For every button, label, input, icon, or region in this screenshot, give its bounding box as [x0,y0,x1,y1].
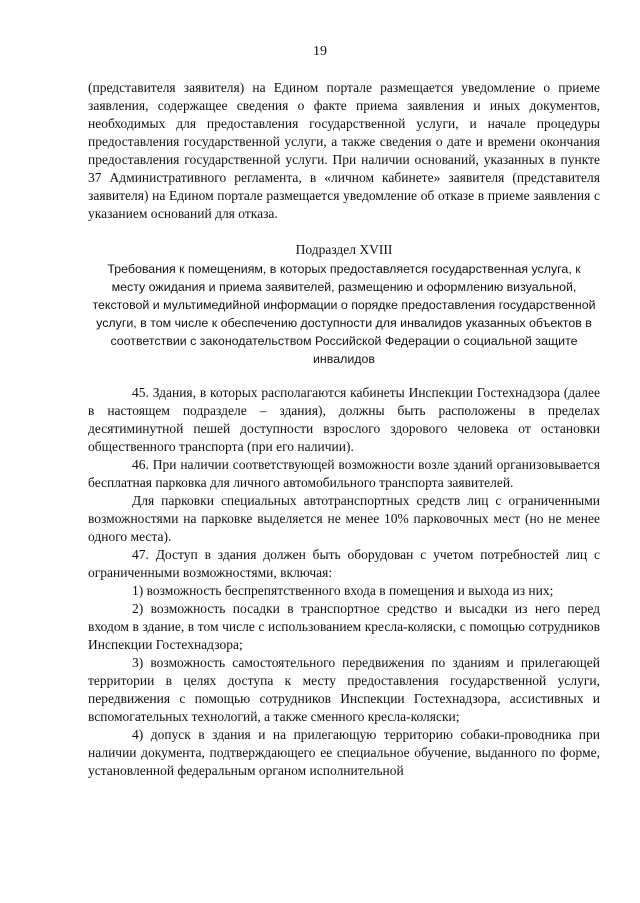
list-item-4: 4) допуск в здания и на прилегающую территорию собаки-проводника при наличии документа, подтверждающего ее специальное обучение, выданного по форме, установленной федеральным органом исполнительной [88,727,600,778]
intro-paragraph: (представителя заявителя) на Едином портале размещается уведомление о приеме заявления, содержащее сведения о факте приема заявления и иных документов, необходимых для предоставления государственной услуги, и начале процедуры предоставления государственной услуги, а также сведения о дате и времени окончания предоставления государственной услуги. При наличии оснований, указанных в пункте 37 Административного регламента, в «личном кабинете» заявителя (представителя заявителя) на Едином портале размещается уведомление об отказе в приеме заявления с указанием оснований для отказа. [88,80,600,221]
paragraph-45: 45. Здания, в которых располагаются кабинеты Инспекции Гостехнадзора (далее в настоящем подразделе – здания), должны быть расположены в пределах десятиминутной пешей доступности взрослого здорового человека от остановки общественного транспорта (при его наличии). [88,385,600,454]
list-item-2: 2) возможность посадки в транспортное средство и высадки из него перед входом в здание, в том числе с использованием кресла-коляски, с помощью сотрудников Инспекции Гостехнадзора; [88,601,600,652]
paragraph-parking: Для парковки специальных автотранспортных средств лиц с ограниченными возможностями на парковке выделяется не менее 10% парковочных мест (но не менее одного места). [88,493,600,544]
document-body [88,79,600,780]
section-subtitle: Требования к помещениям, в которых предоставляется государственная услуга, к месту ожидания и приема заявителей, размещению и оформлению визуальной, текстовой и мультимедийной информации о порядке предоставления государственной услуги, в том числе к обеспечению доступности для инвалидов указанных объектов в соответствии с законодательством Российской Федерации о социальной защите инвалидов [92,262,596,366]
list-item-1: 1) возможность беспрепятственного входа в помещения и выхода из них; [132,583,554,598]
section-heading: Подраздел XVIII [295,242,393,257]
page-number: 19 [313,44,327,59]
paragraph-46: 46. При наличии соответствующей возможности возле зданий организовывается бесплатная парковка для личного автомобильного транспорта заявителей. [88,457,600,490]
list-item-3: 3) возможность самостоятельного передвижения по зданиям и прилегающей территории в целях доступа к месту предоставления государственной услуги, передвижения с помощью сотрудников Инспекции Гостехнадзора, ассистивных и вспомогательных технологий, а также сменного кресла-коляски; [88,655,600,724]
paragraph-47: 47. Доступ в здания должен быть оборудован с учетом потребностей лиц с ограниченными возможностями, включая: [88,547,600,580]
